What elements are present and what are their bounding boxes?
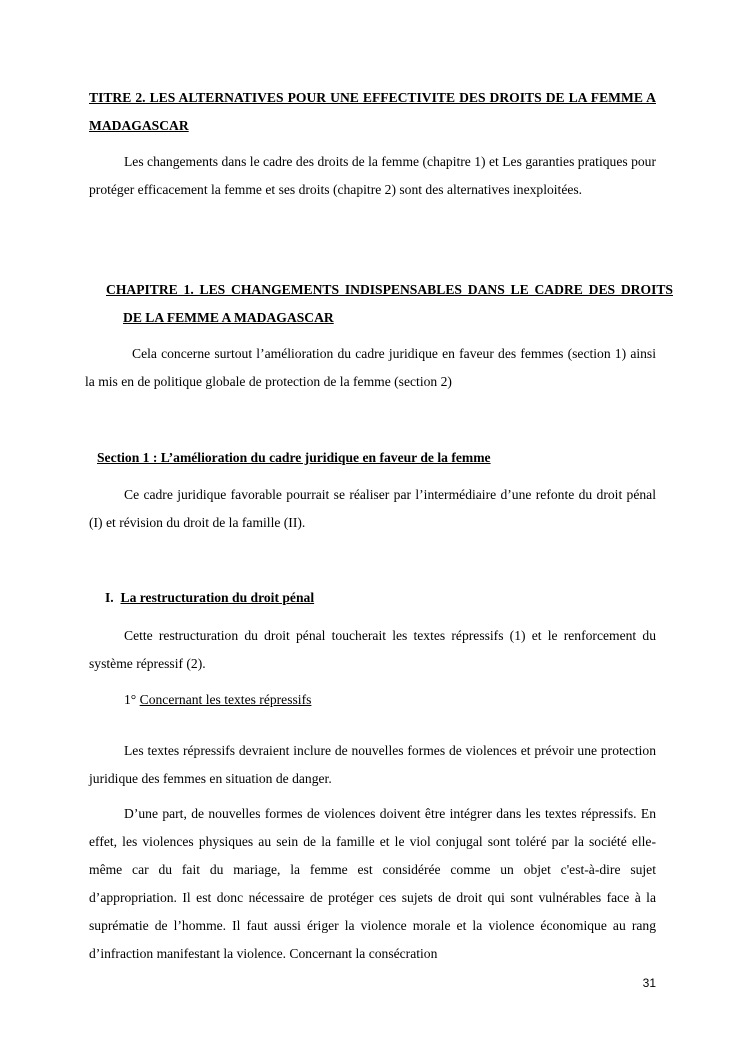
intro-paragraph: Les changements dans le cadre des droits de la femme (chapitre 1) et Les garanties pratiques pour protéger efficacement la femme et ses droits (chapitre 2) sont des alternatives inexploitées. xyxy=(89,154,656,197)
sub-number: 1° xyxy=(124,692,137,707)
section-heading: Section 1 : L’amélioration du cadre juridique en faveur de la femme xyxy=(97,450,491,465)
body-paragraph-2: D’une part, de nouvelles formes de violences doivent être intégrer dans les textes répressifs. En effet, les violences physiques au sein de la famille et le viol conjugal sont toléré par la société elle-même car du fait du mariage, la femme est considérée comme un objet c'est-à-dire sujet d’appropriation. Il est donc nécessaire de protéger ces sujets de droit qui sont vulnérables face à la suprématie de l’homme. Il faut aussi ériger la violence morale et la violence économique au rang d’infraction manifestant la violence. Concernant la consécration xyxy=(89,806,656,961)
part-intro-paragraph: Cette restructuration du droit pénal toucherait les textes répressifs (1) et le renforcement du système répressif (2). xyxy=(89,628,656,671)
part-number: I. xyxy=(105,590,114,605)
page-number: 31 xyxy=(642,976,656,990)
part-title: La restructuration du droit pénal xyxy=(120,590,315,605)
sub-title: Concernant les textes répressifs xyxy=(139,692,312,707)
chapter-heading: CHAPITRE 1. LES CHANGEMENTS INDISPENSABLES DANS LE CADRE DES DROITS DE LA FEMME A MADAGASCAR xyxy=(106,282,673,325)
subheading xyxy=(124,686,656,714)
part-heading xyxy=(105,584,656,612)
body-paragraph-1: Les textes répressifs devraient inclure de nouvelles formes de violences et prévoir une protection juridique des femmes en situation de danger. xyxy=(89,743,656,786)
chapter-intro-paragraph: Cela concerne surtout l’amélioration du cadre juridique en faveur des femmes (section 1) ainsi la mis en de politique globale de protection de la femme (section 2) xyxy=(85,346,656,389)
section-intro-paragraph: Ce cadre juridique favorable pourrait se réaliser par l’intermédiaire d’une refonte du droit pénal (I) et révision du droit de la famille (II). xyxy=(89,487,656,530)
title-heading: TITRE 2. LES ALTERNATIVES POUR UNE EFFECTIVITE DES DROITS DE LA FEMME A MADAGASCAR xyxy=(89,90,656,133)
